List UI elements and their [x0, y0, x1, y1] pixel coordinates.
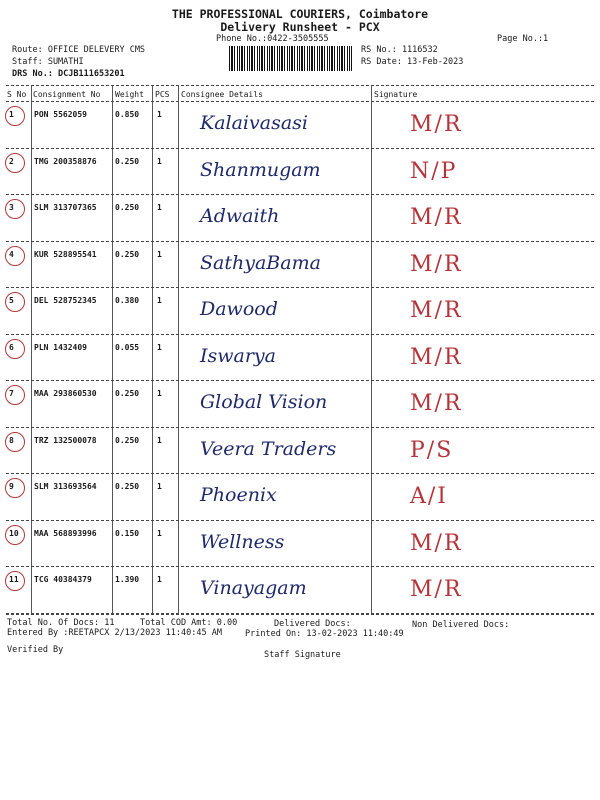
- row-weight: 1.390: [115, 575, 140, 584]
- delivered-docs: Delivered Docs:: [274, 619, 351, 629]
- row-consignee: Dawood: [200, 298, 278, 320]
- company-name: THE PROFESSIONAL COURIERS, Coimbatore: [171, 7, 429, 21]
- row-pcs: 1: [157, 156, 162, 166]
- row-sno: 6: [9, 342, 14, 352]
- row-consignment: KUR 528895541: [34, 249, 97, 259]
- row-consignee: Wellness: [200, 530, 285, 553]
- row-weight: 0.250: [115, 156, 140, 166]
- row-sno: 11: [9, 575, 19, 584]
- row-consignee: Veera Traders: [200, 437, 337, 460]
- row-sno: 7: [9, 389, 14, 398]
- table-row: [0, 288, 600, 335]
- col-sno: S No: [7, 90, 27, 99]
- row-consignee: Adwaith: [200, 205, 280, 227]
- table-row: [0, 381, 600, 428]
- row-sno: 9: [9, 482, 14, 491]
- row-signature: M/R: [410, 577, 463, 602]
- row-signature: N/P: [410, 158, 458, 184]
- staff-label: Staff: SUMATHI: [12, 57, 84, 67]
- row-weight: 0.380: [115, 296, 140, 305]
- row-consignment: SLM 313707365: [34, 203, 97, 212]
- row-consignee: Global Vision: [200, 391, 328, 413]
- table-row: [0, 474, 600, 521]
- row-weight: 0.250: [115, 203, 140, 212]
- row-weight: 0.055: [115, 342, 140, 352]
- table-row: [0, 335, 600, 382]
- row-weight: 0.250: [115, 435, 140, 445]
- row-consignment: PON 5562059: [34, 110, 87, 119]
- row-signature: A/I: [410, 484, 448, 509]
- table-row: [0, 195, 600, 242]
- serial-circle-mark: [5, 246, 25, 266]
- row-pcs: 1: [157, 110, 162, 119]
- document-title: Delivery Runsheet - PCX: [220, 20, 380, 34]
- row-sno: 1: [9, 110, 14, 119]
- serial-circle-mark: [5, 385, 25, 405]
- row-consignment: DEL 528752345: [34, 296, 97, 305]
- row-pcs: 1: [157, 342, 162, 352]
- row-sno: 2: [9, 156, 14, 166]
- col-consignee: Consignee Details: [181, 90, 263, 99]
- table-row: [0, 102, 600, 149]
- serial-circle-mark: [5, 339, 25, 359]
- table-row: [0, 149, 600, 196]
- row-sno: 8: [9, 435, 14, 445]
- serial-circle-mark: [5, 292, 25, 312]
- serial-circle-mark: [5, 432, 25, 452]
- col-pcs: PCS: [155, 90, 170, 99]
- printed-on: Printed On: 13-02-2023 11:40:49: [245, 629, 404, 639]
- rs-number: RS No.: 1116532: [361, 45, 438, 55]
- row-signature: M/R: [410, 530, 463, 556]
- table-bottom-border: [6, 614, 594, 615]
- total-docs: Total No. Of Docs: 11: [7, 618, 115, 628]
- row-sno: 3: [9, 203, 14, 212]
- row-consignee: Vinayagam: [200, 577, 307, 599]
- row-consignee: Iswarya: [200, 344, 276, 367]
- page-number: Page No.:1: [497, 34, 549, 44]
- row-consignment: TMG 200358876: [34, 156, 97, 166]
- barcode: [229, 46, 352, 71]
- row-pcs: 1: [157, 528, 162, 538]
- row-weight: 0.850: [115, 110, 140, 119]
- row-weight: 0.250: [115, 482, 140, 491]
- serial-circle-mark: [5, 199, 25, 219]
- verified-by: Verified By: [7, 645, 64, 655]
- row-pcs: 1: [157, 296, 162, 305]
- table-row: [0, 521, 600, 568]
- serial-circle-mark: [5, 106, 25, 126]
- row-sno: 10: [9, 528, 19, 538]
- row-signature: P/S: [410, 437, 454, 463]
- row-pcs: 1: [157, 482, 162, 491]
- row-signature: M/R: [410, 112, 463, 137]
- row-consignee: Phoenix: [200, 484, 277, 506]
- row-signature: M/R: [410, 251, 463, 277]
- row-pcs: 1: [157, 435, 162, 445]
- row-consignment: MAA 568893996: [34, 528, 97, 538]
- staff-signature: Staff Signature: [264, 650, 341, 660]
- rs-date: RS Date: 13-Feb-2023: [361, 57, 464, 67]
- table-top-border: [6, 85, 594, 86]
- entered-by: Entered By :REETAPCX 2/13/2023 11:40:45 AM: [7, 628, 222, 638]
- row-consignment: PLN 1432409: [34, 342, 87, 352]
- row-consignee: SathyaBama: [200, 251, 321, 274]
- row-weight: 0.250: [115, 249, 140, 259]
- row-consignment: TRZ 132500078: [34, 435, 97, 445]
- table-row: [0, 567, 600, 614]
- col-signature: Signature: [374, 90, 418, 99]
- row-pcs: 1: [157, 389, 162, 398]
- row-sno: 4: [9, 249, 14, 259]
- row-sno: 5: [9, 296, 14, 305]
- row-consignee: Shanmugam: [200, 158, 321, 181]
- table-row: [0, 428, 600, 475]
- row-pcs: 1: [157, 575, 162, 584]
- row-consignment: TCG 40384379: [34, 575, 92, 584]
- table-row: [0, 242, 600, 289]
- row-pcs: 1: [157, 249, 162, 259]
- drs-number: DRS No.: DCJB111653201: [12, 69, 125, 79]
- row-signature: M/R: [410, 298, 463, 323]
- row-signature: M/R: [410, 205, 463, 230]
- serial-circle-mark: [5, 153, 25, 173]
- row-signature: M/R: [410, 391, 463, 416]
- row-consignee: Kalaivasasi: [200, 112, 308, 134]
- col-weight: Weight: [115, 90, 144, 99]
- row-consignment: SLM 313693564: [34, 482, 97, 491]
- col-consignment: Consignment No: [33, 90, 101, 99]
- row-weight: 0.250: [115, 389, 140, 398]
- row-weight: 0.150: [115, 528, 140, 538]
- non-delivered-docs: Non Delivered Docs:: [412, 620, 510, 630]
- row-consignment: MAA 293860530: [34, 389, 97, 398]
- serial-circle-mark: [5, 478, 25, 498]
- total-cod: Total COD Amt: 0.00: [140, 618, 238, 628]
- phone-number: Phone No.:0422-3505555: [216, 34, 329, 44]
- route-label: Route: OFFICE DELEVERY CMS: [12, 45, 146, 55]
- row-pcs: 1: [157, 203, 162, 212]
- row-signature: M/R: [410, 344, 463, 370]
